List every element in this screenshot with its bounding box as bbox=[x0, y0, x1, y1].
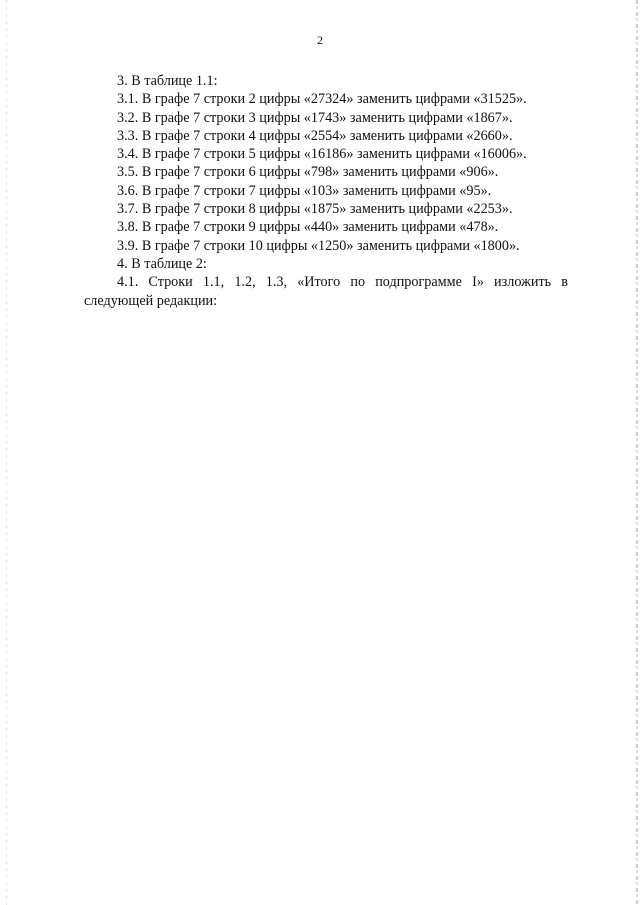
item-3-6: 3.6. В графе 7 строки 7 цифры «103» заменить цифрами «95». bbox=[117, 182, 492, 199]
item-3-3: 3.3. В графе 7 строки 4 цифры «2554» заменить цифрами «2660». bbox=[117, 127, 513, 144]
section-4-heading: 4. В таблице 2: bbox=[117, 255, 207, 272]
item-3-8: 3.8. В графе 7 строки 9 цифры «440» заменить цифрами «478». bbox=[117, 219, 499, 236]
item-3-2: 3.2. В графе 7 строки 3 цифры «1743» заменить цифрами «1867». bbox=[117, 109, 513, 126]
item-4-1: 4.1. Строки 1.1, 1.2, 1.3, «Итого по подпрограмме I» изложить в следующей редакции: bbox=[84, 274, 568, 309]
item-3-1: 3.1. В графе 7 строки 2 цифры «27324» заменить цифрами «31525». bbox=[117, 91, 527, 108]
item-3-7: 3.7. В графе 7 строки 8 цифры «1875» заменить цифрами «2253». bbox=[117, 201, 513, 218]
item-3-5: 3.5. В графе 7 строки 6 цифры «798» заменить цифрами «906». bbox=[117, 164, 499, 181]
item-3-4: 3.4. В графе 7 строки 5 цифры «16186» заменить цифрами «16006». bbox=[117, 146, 527, 163]
scan-edge-right bbox=[636, 0, 638, 905]
section-3-heading: 3. В таблице 1.1: bbox=[117, 73, 218, 89]
page-number: 2 bbox=[317, 33, 323, 47]
document-body bbox=[84, 72, 568, 310]
scan-edge-left bbox=[6, 0, 7, 905]
item-3-9: 3.9. В графе 7 строки 10 цифры «1250» заменить цифрами «1800». bbox=[117, 237, 520, 254]
